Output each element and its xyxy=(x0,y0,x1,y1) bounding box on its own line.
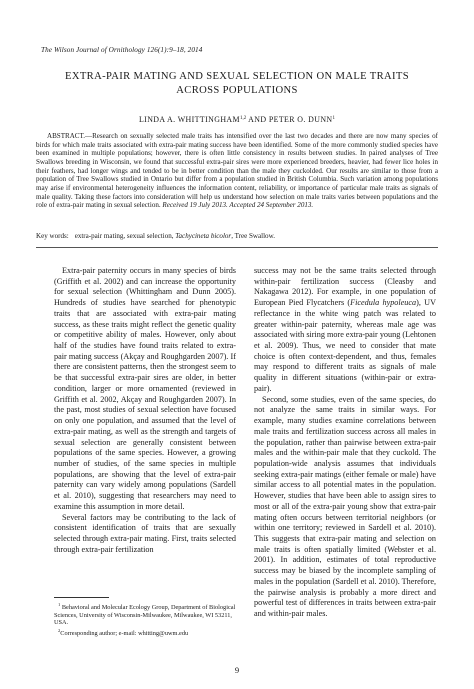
running-head: The Wilson Journal of Ornithology 126(1):9–18, 2014 xyxy=(41,46,203,54)
author-2-affiliation: 1 xyxy=(332,116,336,121)
body-paragraph: Several factors may be contributing to the lack of consistent identification of traits that are sexually selected through extra-pair mating. First, traits selected through extra-pair fertilization xyxy=(54,512,236,554)
title-line-1: EXTRA-PAIR MATING AND SEXUAL SELECTION ON MALE TRAITS xyxy=(65,71,409,82)
abstract-text: ABSTRACT.—Research on sexually selected male traits has intensified over the last two decades and there are now many species of birds for which male traits associated with extra-pair mating success have been identified. Some of the more commonly studied species have been examined in multiple populations; however, there is often little consistency in results between studies. In paired analyses of Tree Swallows breeding in Wisconsin, we found that successful extra-pair sires were more experienced breeders, heavier, had fewer lice holes in their feathers, had longer wings and tended to be in better condition than the male they cuckolded. Our results are similar to those from a population of Tree Swallows studied in Ontario but differ from a population studied in British Columbia. Such variation among populations may arise if environmental heterogeneity influences the information content, reliability, or importance of particular male traits as signals of male quality. Taking these factors into consideration will help us understand how selection on male traits varies between populations and the role of extra-pair mating in sexual selection. xyxy=(36,132,438,210)
species-name: Ficedula hypoleuca xyxy=(350,298,417,308)
footnote-2 xyxy=(54,627,236,638)
footnote-1-text: Behavioral and Molecular Ecology Group, Department of Biological Sciences, University of Wisconsin-Milwaukee, Milwaukee, WI 53211, USA. xyxy=(54,604,236,627)
body-text: success may not be the same traits selected through within-pair fertilization success (Cleasby and Nakagawa 2012). For example, in one population of European Pied Flycatchers ( xyxy=(254,266,436,308)
author-1: LINDA A. WHITTINGHAM xyxy=(138,115,240,124)
author-1-affiliation: 1,2 xyxy=(239,116,247,121)
keywords-species: Tachycineta bicolor xyxy=(175,232,232,240)
footnote-1-mark: 1 xyxy=(58,602,61,607)
footnotes xyxy=(54,601,236,638)
page-number: 9 xyxy=(234,665,240,675)
body-column-left xyxy=(54,266,236,555)
author-line xyxy=(36,115,438,124)
article-title xyxy=(36,70,438,98)
body-text: ), UV reflectance in the white wing patch was related to greater within-pair paternity, whereas male age was associated with siring more extra-pair young (Lehtonen et al. 2009). Thus, we need to consider that mate choice is often context-dependent, and thus, females may respond to different traits as signals of male quality in different situations (within-pair or extra-pair). xyxy=(254,298,436,393)
section-divider xyxy=(36,247,438,248)
author-separator: AND xyxy=(246,115,269,124)
title-line-2: ACROSS POPULATIONS xyxy=(176,84,298,96)
footnote-rule xyxy=(54,597,109,598)
body-paragraph: Second, some studies, even of the same species, do not analyze the same traits in similar ways. For example, many studies examine correlations between male traits and fertilization success across all males in the population, rather than pairwise between extra-pair males and the within-pair male that they cuckold. The population-wide analysis assumes that individuals seeking extra-pair matings (either female or male) have similar access to all potential mates in the population. However, studies that have been able to assign sires to most or all of the extra-pair young show that extra-pair mating often occurs between territorial neighbors (or within one territory; reviewed in Sardell et al. 2010). This suggests that extra-pair mating and selection on male traits is often spatially limited (Webster et al. 2001). In addition, estimates of total reproductive success may be biased by the incomplete sampling of males in the population (Sardell et al. 2010). Therefore, the pairwise analysis is probably a more direct and powerful test of differences in traits between extra-pair and within-pair males. xyxy=(254,394,436,618)
footnote-2-text: Corresponding author; e-mail: whitting@uwm.edu xyxy=(60,629,189,637)
body-paragraph-continued xyxy=(254,266,436,395)
received-accepted-dates: Received 19 July 2013. Accepted 24 September 2013. xyxy=(162,201,314,210)
keywords-end: , Tree Swallow. xyxy=(231,232,275,240)
body-column-right xyxy=(254,266,436,620)
author-2: PETER O. DUNN xyxy=(268,115,333,124)
keywords-label: Key words: xyxy=(36,232,69,240)
keywords xyxy=(36,232,438,241)
body-paragraph: Extra-pair paternity occurs in many species of birds (Griffith et al. 2002) and can increase the opportunity for sexual selection (Whittingham and Dunn 2005). Hundreds of studies have searched for phenotypic traits that are associated with extra-pair mating success, as these traits might reflect the genetic quality or competitive ability of males. However, only about half of the studies have found traits related to extra-pair mating success (Akçay and Roughgarden 2007). If there are consistent patterns, then the strongest seem to be that successful extra-pair sires are older, in better condition, larger or more ornamented (reviewed in Griffith et al. 2002, Akçay and Roughgarden 2007). In the past, most studies of sexual selection have focused on only one population, and assumed that the level of extra-pair mating, as well as the strength and targets of sexual selection are generally consistent between populations of the same species. However, a growing number of studies, of the same species in multiple populations, are showing that the level of extra-pair paternity can vary widely among populations (Sardell et al. 2010), suggesting that researchers may need to examine this assumption in more detail. xyxy=(54,266,236,511)
abstract xyxy=(36,132,438,210)
footnote-1 xyxy=(54,601,236,627)
footnote-2-mark: 2 xyxy=(58,627,61,633)
keywords-list: extra-pair mating, sexual selection, xyxy=(74,232,176,240)
